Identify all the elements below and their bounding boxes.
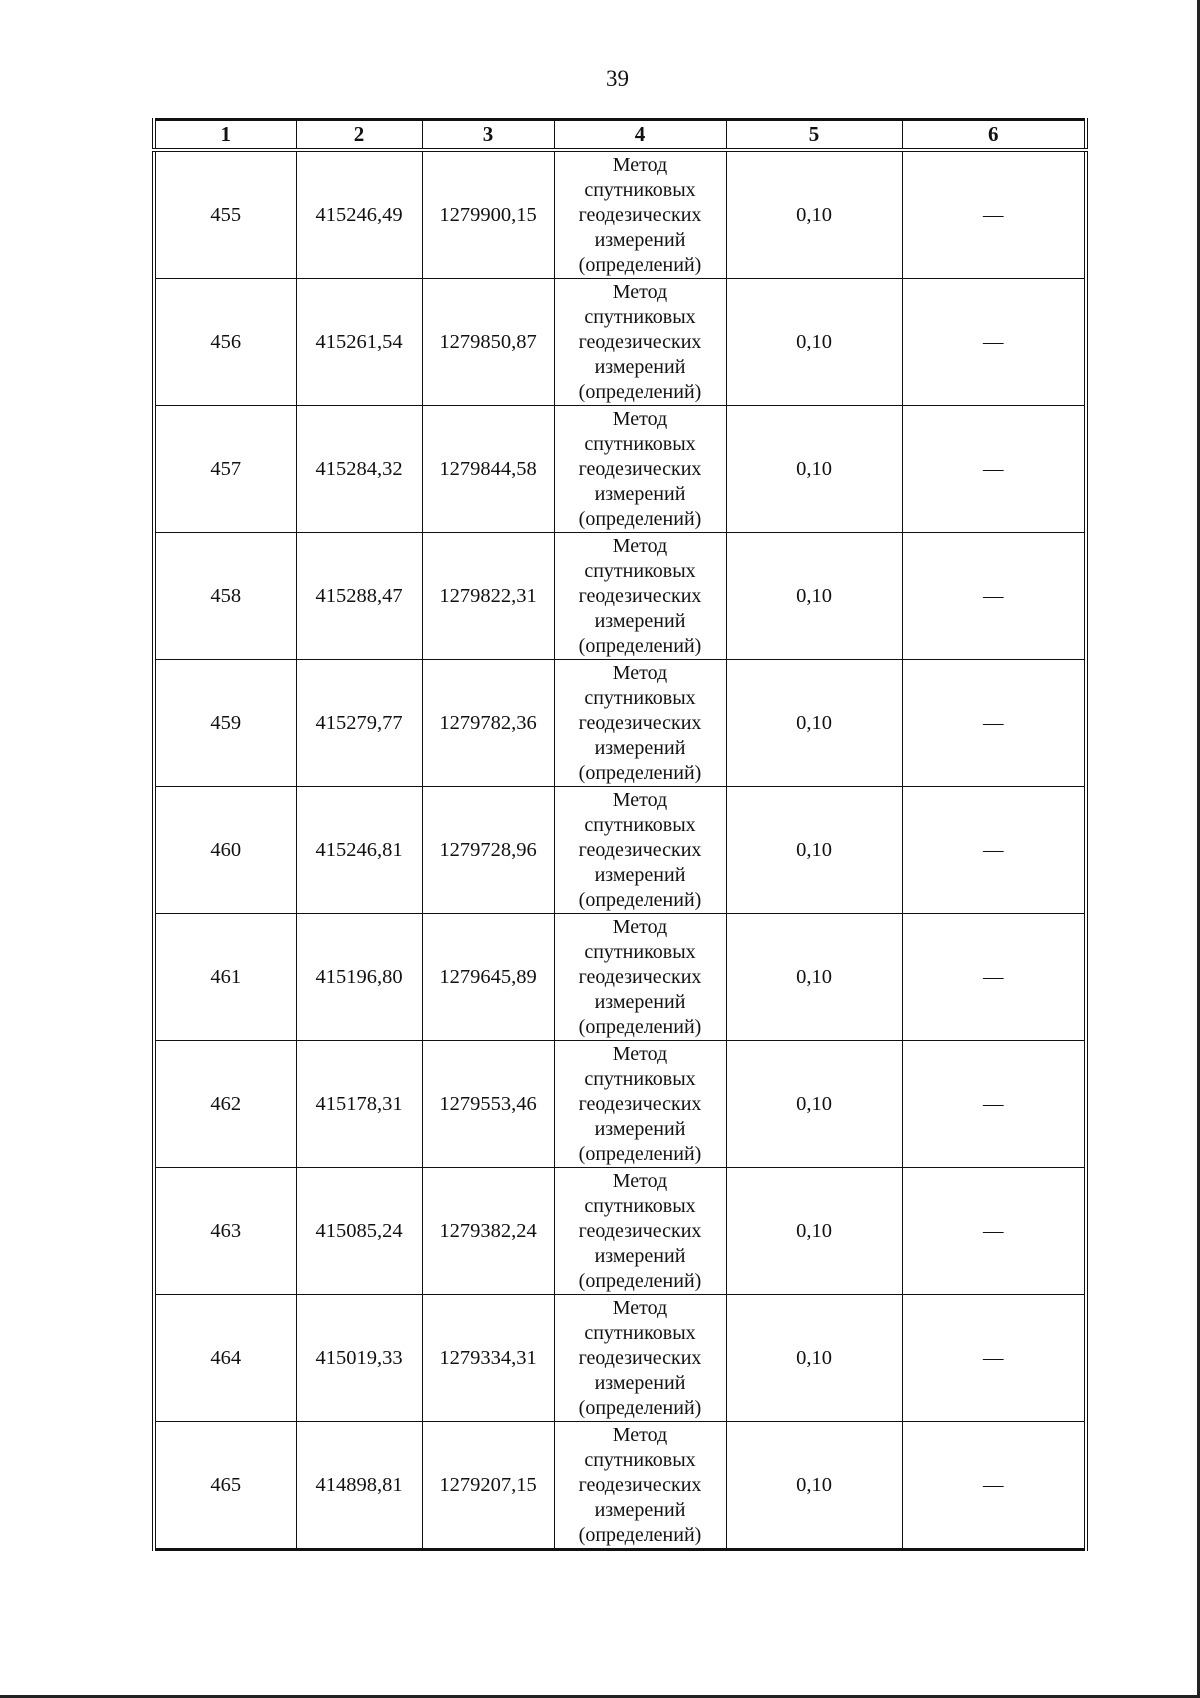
method-line: Метод: [612, 915, 668, 938]
method-line: измерений: [594, 355, 686, 378]
point-number-cell: 461: [154, 914, 296, 1041]
method-line: спутниковых: [584, 1448, 696, 1471]
note-cell: —: [902, 1168, 1086, 1295]
y-coordinate-cell: 1279900,15: [422, 150, 554, 279]
method-line: измерений: [594, 990, 686, 1013]
table-row: [154, 660, 1086, 787]
table-row: [154, 1168, 1086, 1295]
method-line: (определений): [578, 1396, 702, 1419]
method-line: измерений: [594, 1117, 686, 1140]
table-row: [154, 279, 1086, 406]
method-line: измерений: [594, 482, 686, 505]
method-line: измерений: [594, 228, 686, 251]
table-row: [154, 1422, 1086, 1550]
note-cell: —: [902, 279, 1086, 406]
method-line: спутниковых: [584, 813, 696, 836]
point-number-cell: 462: [154, 1041, 296, 1168]
accuracy-cell: 0,10: [726, 660, 902, 787]
point-number-cell: 463: [154, 1168, 296, 1295]
method-line: (определений): [578, 380, 702, 403]
method-line: Метод: [612, 788, 668, 811]
column-header: 5: [726, 120, 902, 151]
method-line: спутниковых: [584, 432, 696, 455]
point-number-cell: 459: [154, 660, 296, 787]
method-line: (определений): [578, 1523, 702, 1546]
y-coordinate-cell: 1279553,46: [422, 1041, 554, 1168]
method-line: (определений): [578, 1015, 702, 1038]
x-coordinate-cell: 415085,24: [296, 1168, 422, 1295]
note-cell: —: [902, 914, 1086, 1041]
method-line: измерений: [594, 1498, 686, 1521]
y-coordinate-cell: 1279334,31: [422, 1295, 554, 1422]
method-line: Метод: [612, 280, 668, 303]
column-header: 1: [154, 120, 296, 151]
method-line: измерений: [594, 736, 686, 759]
y-coordinate-cell: 1279728,96: [422, 787, 554, 914]
note-cell: —: [902, 1422, 1086, 1550]
method-cell: [554, 787, 726, 914]
method-cell: [554, 533, 726, 660]
accuracy-cell: 0,10: [726, 406, 902, 533]
method-cell: [554, 1168, 726, 1295]
column-header: 3: [422, 120, 554, 151]
method-line: геодезических: [578, 1346, 702, 1369]
note-cell: —: [902, 1295, 1086, 1422]
accuracy-cell: 0,10: [726, 787, 902, 914]
column-header: 6: [902, 120, 1086, 151]
method-line: измерений: [594, 1244, 686, 1267]
x-coordinate-cell: 415019,33: [296, 1295, 422, 1422]
x-coordinate-cell: 415178,31: [296, 1041, 422, 1168]
x-coordinate-cell: 415279,77: [296, 660, 422, 787]
method-line: (определений): [578, 1269, 702, 1292]
method-line: (определений): [578, 888, 702, 911]
x-coordinate-cell: 415246,81: [296, 787, 422, 914]
method-line: измерений: [594, 609, 686, 632]
method-cell: [554, 660, 726, 787]
method-line: геодезических: [578, 965, 702, 988]
accuracy-cell: 0,10: [726, 1041, 902, 1168]
method-line: геодезических: [578, 203, 702, 226]
method-line: Метод: [612, 407, 668, 430]
method-line: (определений): [578, 1142, 702, 1165]
method-cell: [554, 1041, 726, 1168]
table-row: [154, 150, 1086, 279]
note-cell: —: [902, 406, 1086, 533]
method-cell: [554, 150, 726, 279]
header-row: [154, 120, 1086, 151]
method-line: Метод: [612, 1169, 668, 1192]
table-row: [154, 914, 1086, 1041]
method-line: спутниковых: [584, 178, 696, 201]
method-line: геодезических: [578, 1219, 702, 1242]
method-line: геодезических: [578, 584, 702, 607]
x-coordinate-cell: 415261,54: [296, 279, 422, 406]
method-line: спутниковых: [584, 940, 696, 963]
method-line: Метод: [612, 661, 668, 684]
method-line: Метод: [612, 153, 668, 176]
method-line: геодезических: [578, 838, 702, 861]
method-line: спутниковых: [584, 559, 696, 582]
point-number-cell: 458: [154, 533, 296, 660]
method-line: измерений: [594, 1371, 686, 1394]
method-cell: [554, 914, 726, 1041]
accuracy-cell: 0,10: [726, 533, 902, 660]
point-number-cell: 456: [154, 279, 296, 406]
column-header: 4: [554, 120, 726, 151]
y-coordinate-cell: 1279207,15: [422, 1422, 554, 1550]
method-line: геодезических: [578, 457, 702, 480]
coordinates-table: [152, 118, 1088, 1551]
accuracy-cell: 0,10: [726, 150, 902, 279]
accuracy-cell: 0,10: [726, 1168, 902, 1295]
method-line: (определений): [578, 507, 702, 530]
table-body: [154, 150, 1086, 1550]
method-line: (определений): [578, 253, 702, 276]
point-number-cell: 457: [154, 406, 296, 533]
accuracy-cell: 0,10: [726, 1295, 902, 1422]
method-line: спутниковых: [584, 686, 696, 709]
y-coordinate-cell: 1279850,87: [422, 279, 554, 406]
method-cell: [554, 406, 726, 533]
x-coordinate-cell: 415196,80: [296, 914, 422, 1041]
note-cell: —: [902, 660, 1086, 787]
method-line: Метод: [612, 1296, 668, 1319]
method-line: Метод: [612, 1042, 668, 1065]
note-cell: —: [902, 1041, 1086, 1168]
x-coordinate-cell: 415246,49: [296, 150, 422, 279]
x-coordinate-cell: 415288,47: [296, 533, 422, 660]
table-row: [154, 1041, 1086, 1168]
table-row: [154, 406, 1086, 533]
accuracy-cell: 0,10: [726, 914, 902, 1041]
point-number-cell: 464: [154, 1295, 296, 1422]
table-row: [154, 533, 1086, 660]
method-line: Метод: [612, 1423, 668, 1446]
page-number: 39: [606, 66, 629, 91]
note-cell: —: [902, 150, 1086, 279]
x-coordinate-cell: 414898,81: [296, 1422, 422, 1550]
method-cell: [554, 1422, 726, 1550]
method-line: геодезических: [578, 1092, 702, 1115]
method-line: спутниковых: [584, 305, 696, 328]
y-coordinate-cell: 1279782,36: [422, 660, 554, 787]
method-line: спутниковых: [584, 1321, 696, 1344]
method-line: геодезических: [578, 1473, 702, 1496]
method-line: Метод: [612, 534, 668, 557]
x-coordinate-cell: 415284,32: [296, 406, 422, 533]
method-cell: [554, 1295, 726, 1422]
y-coordinate-cell: 1279822,31: [422, 533, 554, 660]
method-line: (определений): [578, 634, 702, 657]
method-line: (определений): [578, 761, 702, 784]
note-cell: —: [902, 533, 1086, 660]
column-header: 2: [296, 120, 422, 151]
point-number-cell: 460: [154, 787, 296, 914]
y-coordinate-cell: 1279382,24: [422, 1168, 554, 1295]
y-coordinate-cell: 1279844,58: [422, 406, 554, 533]
method-line: геодезических: [578, 711, 702, 734]
point-number-cell: 455: [154, 150, 296, 279]
method-line: спутниковых: [584, 1194, 696, 1217]
method-line: спутниковых: [584, 1067, 696, 1090]
method-line: геодезических: [578, 330, 702, 353]
accuracy-cell: 0,10: [726, 1422, 902, 1550]
y-coordinate-cell: 1279645,89: [422, 914, 554, 1041]
method-line: измерений: [594, 863, 686, 886]
point-number-cell: 465: [154, 1422, 296, 1550]
method-cell: [554, 279, 726, 406]
table-row: [154, 1295, 1086, 1422]
table-row: [154, 787, 1086, 914]
accuracy-cell: 0,10: [726, 279, 902, 406]
note-cell: —: [902, 787, 1086, 914]
